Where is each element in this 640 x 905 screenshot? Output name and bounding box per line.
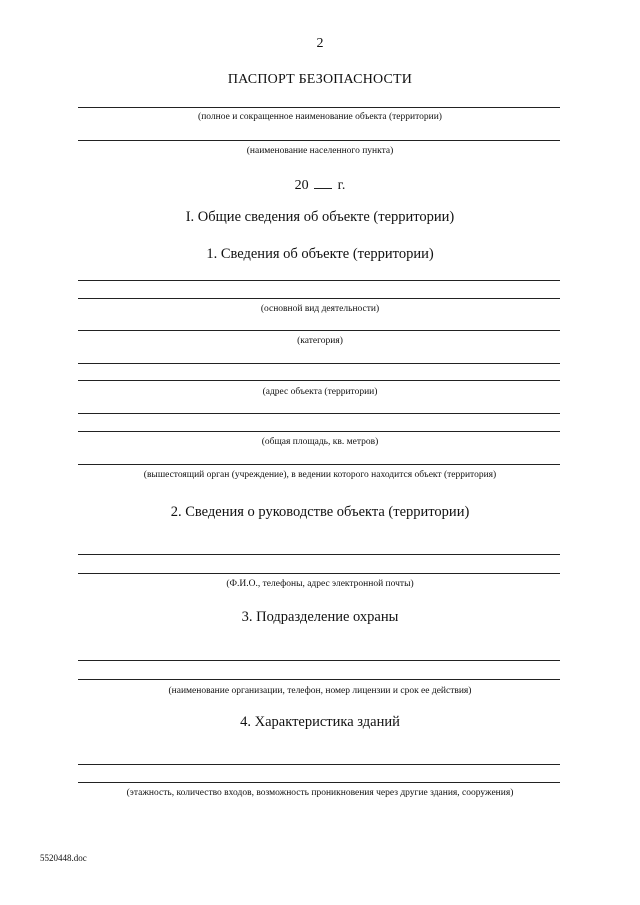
fill-line bbox=[78, 330, 560, 331]
subsection-3-heading: 3. Подразделение охраны bbox=[241, 609, 399, 625]
fill-line bbox=[78, 782, 560, 783]
fill-line bbox=[78, 413, 560, 414]
fill-line bbox=[78, 363, 560, 364]
caption-activity: (основной вид деятельности) bbox=[260, 304, 380, 314]
caption-address: (адрес объекта (территории) bbox=[262, 387, 378, 397]
fill-line bbox=[78, 660, 560, 661]
caption-category: (категория) bbox=[297, 336, 343, 346]
caption-area: (общая площадь, кв. метров) bbox=[261, 437, 379, 447]
fill-line bbox=[78, 380, 560, 381]
section-1-heading: I. Общие сведения об объекте (территории) bbox=[185, 209, 455, 225]
caption-authority: (вышестоящий орган (учреждение), в ведении которого находится объект (территория) bbox=[143, 470, 497, 480]
caption-full-name: (полное и сокращенное наименование объекта (территории) bbox=[198, 112, 442, 122]
fill-line bbox=[78, 280, 560, 281]
year-suffix: г. bbox=[337, 178, 346, 193]
year-line bbox=[0, 176, 640, 194]
fill-line bbox=[78, 298, 560, 299]
subsection-2-heading: 2. Сведения о руководстве объекта (территории) bbox=[170, 504, 470, 520]
fill-line bbox=[78, 431, 560, 432]
page-title: ПАСПОРТ БЕЗОПАСНОСТИ bbox=[227, 72, 413, 87]
subsection-4-heading: 4. Характеристика зданий bbox=[240, 714, 400, 730]
fill-line bbox=[78, 464, 560, 465]
fill-line bbox=[78, 679, 560, 680]
footer-filename: 5520448.doc bbox=[40, 853, 87, 863]
fill-line bbox=[78, 573, 560, 574]
fill-line bbox=[78, 107, 560, 108]
caption-buildings: (этажность, количество входов, возможность проникновения через другие здания, сооружения) bbox=[126, 788, 514, 798]
subsection-1-heading: 1. Сведения об объекте (территории) bbox=[206, 246, 434, 262]
year-blank bbox=[314, 176, 332, 189]
fill-line bbox=[78, 764, 560, 765]
caption-security: (наименование организации, телефон, номер лицензии и срок ее действия) bbox=[168, 686, 472, 696]
fill-line bbox=[78, 140, 560, 141]
caption-contacts: (Ф.И.О., телефоны, адрес электронной почты) bbox=[226, 579, 414, 589]
page-number: 2 bbox=[316, 36, 324, 51]
caption-locality: (наименование населенного пункта) bbox=[246, 146, 394, 156]
fill-line bbox=[78, 554, 560, 555]
year-prefix: 20 bbox=[294, 178, 309, 193]
